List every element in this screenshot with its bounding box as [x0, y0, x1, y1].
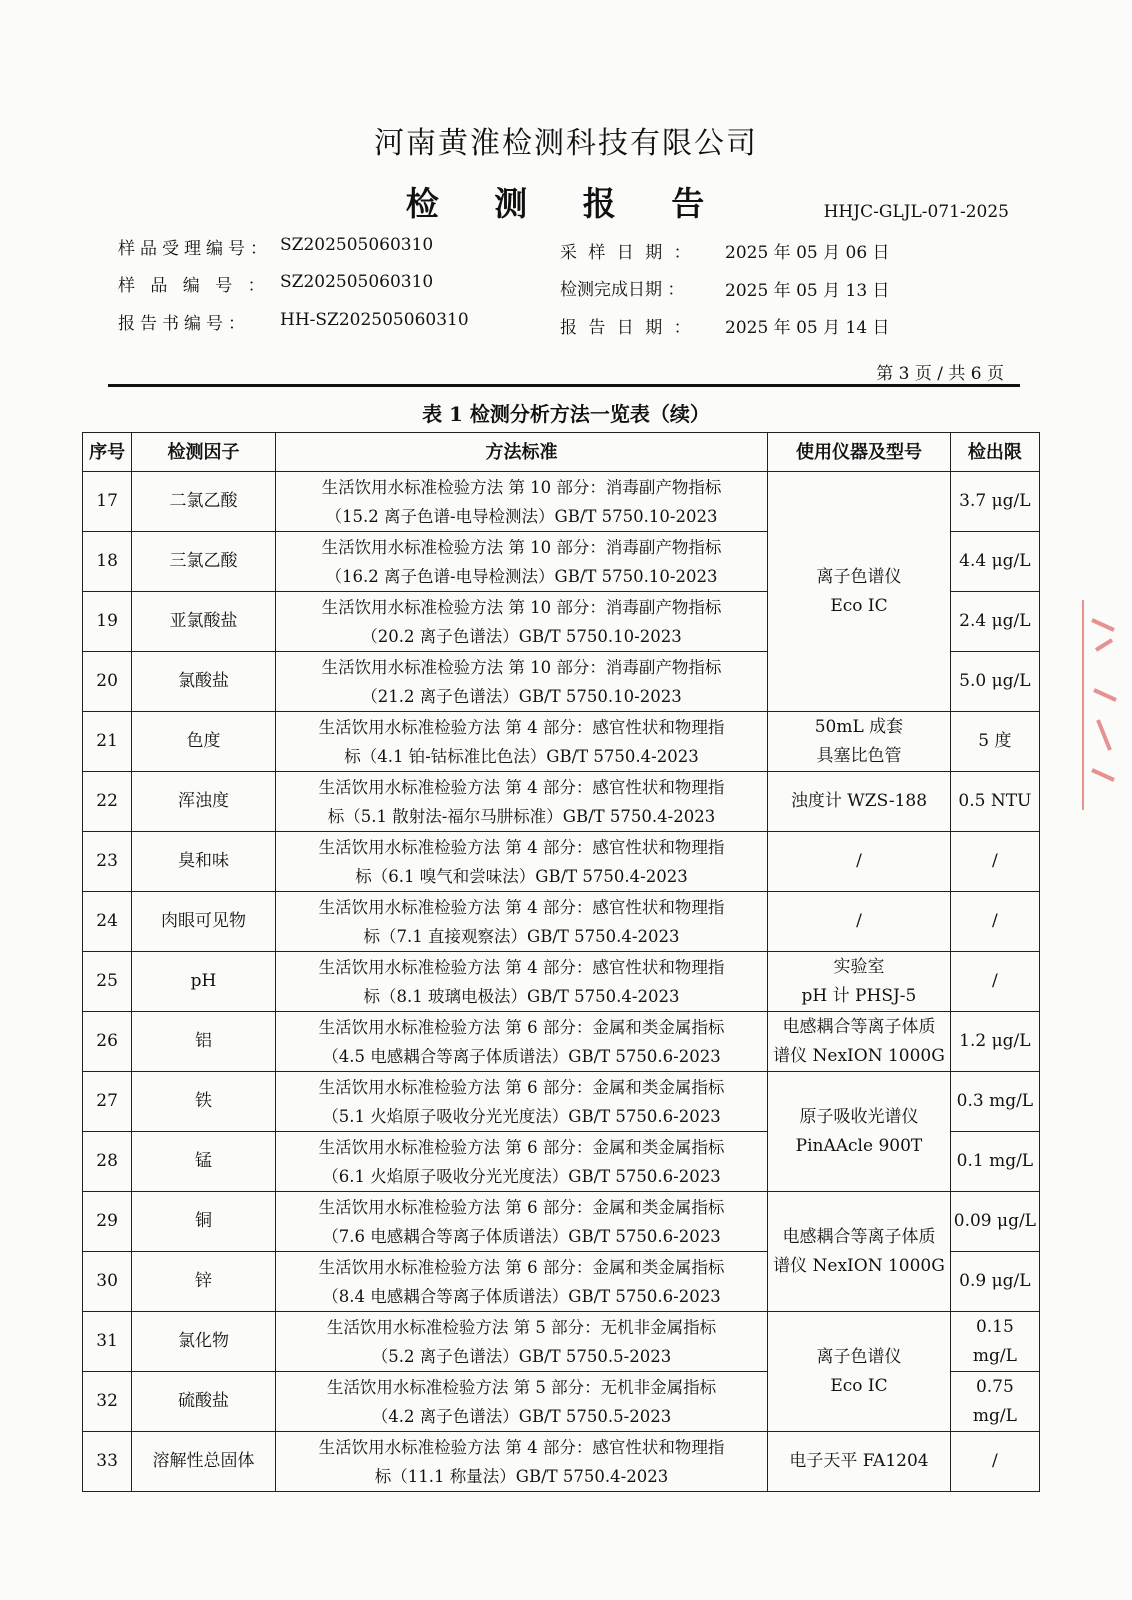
row-no: 23 [83, 832, 132, 892]
table-row [83, 1192, 1040, 1252]
row-no: 21 [83, 712, 132, 772]
row-factor: 三氯乙酸 [132, 532, 276, 592]
header-factor: 检测因子 [132, 433, 276, 472]
completion-date-label: 检测完成日期 ： [560, 280, 685, 300]
table-row [83, 832, 1040, 892]
row-no: 18 [83, 532, 132, 592]
method-line: （4.2 离子色谱法）GB/T 5750.5-2023 [371, 1406, 672, 1426]
method-line: 生活饮用水标准检验方法 第 4 部分：感官性状和物理指 [318, 1437, 725, 1457]
seal-stamp-icon [1084, 600, 1124, 810]
row-no: 25 [83, 952, 132, 1012]
row-no: 26 [83, 1012, 132, 1072]
instrument-line: Eco IC [830, 595, 888, 616]
row-limit: / [950, 1432, 1039, 1492]
row-limit: 0.09 μg/L [950, 1192, 1039, 1252]
row-method [275, 1312, 767, 1372]
method-line: 标（5.1 散射法-福尔马肼标准）GB/T 5750.4-2023 [327, 806, 716, 826]
row-no: 20 [83, 652, 132, 712]
row-factor: 二氯乙酸 [132, 472, 276, 532]
completion-date: 2025 年 05 月 13 日 [725, 281, 890, 301]
row-instrument [768, 712, 951, 772]
method-line: （16.2 离子色谱-电导检测法）GB/T 5750.10-2023 [325, 566, 718, 586]
row-method [275, 832, 767, 892]
row-instrument: 浊度计 WZS-188 [768, 772, 951, 832]
table-row [83, 1432, 1040, 1492]
row-no: 30 [83, 1252, 132, 1312]
method-line: 生活饮用水标准检验方法 第 4 部分：感官性状和物理指 [318, 957, 725, 977]
table-row [83, 952, 1040, 1012]
method-table [82, 432, 1040, 1492]
row-factor: 色度 [132, 712, 276, 772]
row-limit: 0.75 mg/L [950, 1372, 1039, 1432]
row-no: 24 [83, 892, 132, 952]
row-limit: 4.4 μg/L [950, 532, 1039, 592]
table-row [83, 712, 1040, 772]
method-line: 标（7.1 直接观察法）GB/T 5750.4-2023 [363, 926, 680, 946]
sample-no: SZ202505060310 [280, 272, 434, 292]
method-line: 生活饮用水标准检验方法 第 5 部分：无机非金属指标 [326, 1317, 717, 1337]
row-factor: 锰 [132, 1132, 276, 1192]
header-instrument: 使用仪器及型号 [768, 433, 951, 472]
row-method [275, 712, 767, 772]
row-no: 22 [83, 772, 132, 832]
row-limit: 1.2 μg/L [950, 1012, 1039, 1072]
method-line: 生活饮用水标准检验方法 第 6 部分：金属和类金属指标 [318, 1017, 725, 1037]
row-method [275, 1072, 767, 1132]
method-line: 标（6.1 嗅气和尝味法）GB/T 5750.4-2023 [355, 866, 688, 886]
row-instrument [768, 952, 951, 1012]
row-limit: 0.1 mg/L [950, 1132, 1039, 1192]
header-no: 序号 [83, 433, 132, 472]
instrument-line: 离子色谱仪 [816, 1346, 902, 1367]
row-method [275, 952, 767, 1012]
row-method [275, 892, 767, 952]
method-line: 生活饮用水标准检验方法 第 10 部分：消毒副产物指标 [321, 537, 722, 557]
row-no: 31 [83, 1312, 132, 1372]
row-instrument [768, 472, 951, 712]
row-limit: 0.9 μg/L [950, 1252, 1039, 1312]
report-title: 检 测 报 告 [405, 184, 727, 223]
instrument-line: 电感耦合等离子体质 [782, 1226, 936, 1247]
instrument-line: 实验室 [833, 956, 885, 977]
instrument-line: 原子吸收光谱仪 [799, 1106, 919, 1127]
row-method [275, 1192, 767, 1252]
instrument-line: PinAAcle 900T [795, 1135, 923, 1156]
row-factor: 溶解性总固体 [132, 1432, 276, 1492]
report-no: HH-SZ202505060310 [280, 310, 469, 330]
instrument-line: 离子色谱仪 [816, 566, 902, 587]
row-no: 27 [83, 1072, 132, 1132]
table-row [83, 772, 1040, 832]
method-line: 生活饮用水标准检验方法 第 10 部分：消毒副产物指标 [321, 477, 722, 497]
row-factor: 硫酸盐 [132, 1372, 276, 1432]
method-line: 标（11.1 称量法）GB/T 5750.4-2023 [374, 1466, 669, 1486]
row-instrument [768, 1072, 951, 1192]
instrument-line: 具塞比色管 [816, 745, 902, 766]
row-method [275, 592, 767, 652]
row-no: 28 [83, 1132, 132, 1192]
row-method [275, 472, 767, 532]
instrument-line: 谱仪 NexION 1000G [773, 1255, 945, 1276]
row-factor: 氯酸盐 [132, 652, 276, 712]
table-caption: 表 1 检测分析方法一览表（续） [422, 402, 710, 426]
row-limit: 0.5 NTU [950, 772, 1039, 832]
method-line: 生活饮用水标准检验方法 第 4 部分：感官性状和物理指 [318, 717, 725, 737]
row-instrument: / [768, 832, 951, 892]
method-line: （7.6 电感耦合等离子体质谱法）GB/T 5750.6-2023 [322, 1226, 721, 1246]
method-line: 生活饮用水标准检验方法 第 4 部分：感官性状和物理指 [318, 837, 725, 857]
row-factor: 氯化物 [132, 1312, 276, 1372]
row-no: 17 [83, 472, 132, 532]
method-line: （5.2 离子色谱法）GB/T 5750.5-2023 [371, 1346, 672, 1366]
table-row [83, 472, 1040, 532]
method-line: （21.2 离子色谱法）GB/T 5750.10-2023 [361, 686, 682, 706]
method-line: （6.1 火焰原子吸收分光光度法）GB/T 5750.6-2023 [322, 1166, 721, 1186]
row-factor: 亚氯酸盐 [132, 592, 276, 652]
row-no: 29 [83, 1192, 132, 1252]
row-factor: 肉眼可见物 [132, 892, 276, 952]
sampling-date: 2025 年 05 月 06 日 [725, 243, 890, 263]
header-rule [108, 384, 1020, 387]
row-limit: 0.3 mg/L [950, 1072, 1039, 1132]
row-method [275, 1432, 767, 1492]
row-factor: 铁 [132, 1072, 276, 1132]
method-line: 生活饮用水标准检验方法 第 4 部分：感官性状和物理指 [318, 777, 725, 797]
row-limit: 5.0 μg/L [950, 652, 1039, 712]
row-instrument [768, 1192, 951, 1312]
method-line: 标（8.1 玻璃电极法）GB/T 5750.4-2023 [363, 986, 680, 1006]
sample-no-label: 样 品 编 号 ： [118, 276, 270, 296]
method-line: 生活饮用水标准检验方法 第 6 部分：金属和类金属指标 [318, 1197, 725, 1217]
seal-stamp-edge [1082, 600, 1124, 810]
row-limit: / [950, 832, 1039, 892]
row-no: 32 [83, 1372, 132, 1432]
row-limit: 3.7 μg/L [950, 472, 1039, 532]
instrument-line: 谱仪 NexION 1000G [773, 1045, 945, 1066]
row-limit: 0.15 mg/L [950, 1312, 1039, 1372]
table-row [83, 1312, 1040, 1372]
method-line: 生活饮用水标准检验方法 第 10 部分：消毒副产物指标 [321, 597, 722, 617]
method-line: （8.4 电感耦合等离子体质谱法）GB/T 5750.6-2023 [322, 1286, 721, 1306]
sample-receipt-no: SZ202505060310 [280, 235, 434, 255]
row-factor: 浑浊度 [132, 772, 276, 832]
row-limit: 2.4 μg/L [950, 592, 1039, 652]
table-row [83, 1072, 1040, 1132]
row-method [275, 652, 767, 712]
report-date-label: 报 告 日 期 ： [560, 318, 694, 338]
method-line: （5.1 火焰原子吸收分光光度法）GB/T 5750.6-2023 [322, 1106, 721, 1126]
method-line: （15.2 离子色谱-电导检测法）GB/T 5750.10-2023 [325, 506, 718, 526]
table-row [83, 1012, 1040, 1072]
row-factor: pH [132, 952, 276, 1012]
method-line: 生活饮用水标准检验方法 第 6 部分：金属和类金属指标 [318, 1077, 725, 1097]
row-method [275, 772, 767, 832]
table-row [83, 892, 1040, 952]
sampling-date-label: 采 样 日 期 ： [560, 243, 694, 263]
row-instrument [768, 1312, 951, 1432]
method-line: 生活饮用水标准检验方法 第 4 部分：感官性状和物理指 [318, 897, 725, 917]
row-factor: 铜 [132, 1192, 276, 1252]
row-limit: / [950, 892, 1039, 952]
report-no-label: 报告书编号： [118, 314, 250, 334]
row-method [275, 1012, 767, 1072]
row-factor: 锌 [132, 1252, 276, 1312]
row-method [275, 1372, 767, 1432]
method-line: （20.2 离子色谱法）GB/T 5750.10-2023 [361, 626, 682, 646]
method-line: 生活饮用水标准检验方法 第 6 部分：金属和类金属指标 [318, 1137, 725, 1157]
instrument-line: 电感耦合等离子体质 [782, 1016, 936, 1037]
row-instrument [768, 1012, 951, 1072]
row-method [275, 532, 767, 592]
header-limit: 检出限 [950, 433, 1039, 472]
row-factor: 铝 [132, 1012, 276, 1072]
company-name: 河南黄淮检测科技有限公司 [374, 126, 758, 161]
instrument-line: pH 计 PHSJ-5 [801, 985, 917, 1006]
method-line: 生活饮用水标准检验方法 第 10 部分：消毒副产物指标 [321, 657, 722, 677]
method-line: 生活饮用水标准检验方法 第 5 部分：无机非金属指标 [326, 1377, 717, 1397]
report-date: 2025 年 05 月 14 日 [725, 318, 890, 338]
row-no: 19 [83, 592, 132, 652]
instrument-line: Eco IC [830, 1375, 888, 1396]
row-factor: 臭和味 [132, 832, 276, 892]
row-method [275, 1132, 767, 1192]
method-line: 生活饮用水标准检验方法 第 6 部分：金属和类金属指标 [318, 1257, 725, 1277]
row-method [275, 1252, 767, 1312]
header-method: 方法标准 [275, 433, 767, 472]
row-instrument: / [768, 892, 951, 952]
sample-receipt-no-label: 样品受理编号： [118, 239, 272, 259]
method-line: 标（4.1 铂-钴标准比色法）GB/T 5750.4-2023 [344, 746, 699, 766]
document-number: HHJC-GLJL-071-2025 [823, 202, 1009, 222]
table-header-row [83, 433, 1040, 472]
method-line: （4.5 电感耦合等离子体质谱法）GB/T 5750.6-2023 [322, 1046, 721, 1066]
row-no: 33 [83, 1432, 132, 1492]
row-limit: / [950, 952, 1039, 1012]
row-limit: 5 度 [950, 712, 1039, 772]
row-instrument: 电子天平 FA1204 [768, 1432, 951, 1492]
instrument-line: 50mL 成套 [814, 716, 904, 737]
page-info: 第 3 页 / 共 6 页 [876, 364, 1004, 384]
